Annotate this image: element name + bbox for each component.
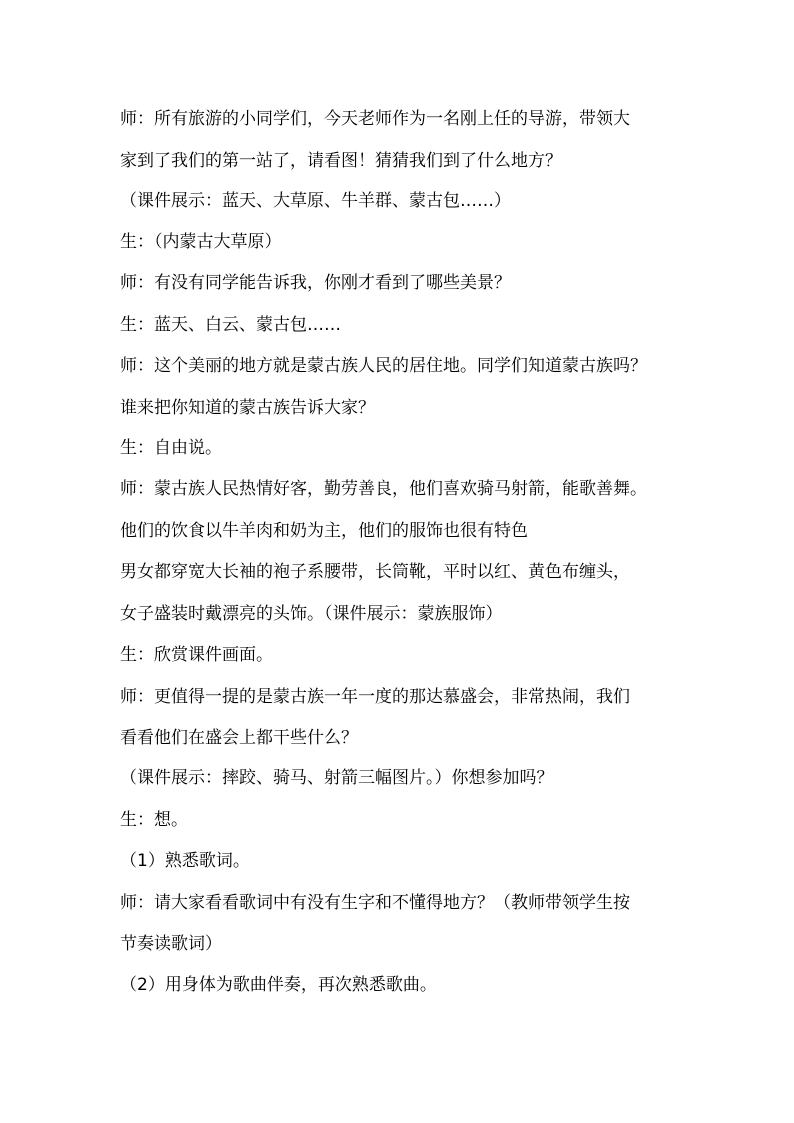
text-line: 师：请大家看看歌词中有没有生字和不懂得地方？（教师带领学生按 (120, 893, 630, 913)
text-line: 家到了我们的第一站了，请看图！猜猜我们到了什么地方？ (120, 151, 562, 171)
text-line: 师：所有旅游的小同学们，今天老师作为一名刚上任的导游，带领大 (120, 109, 630, 129)
text-line: 师：这个美丽的地方就是蒙古族人民的居住地。同学们知道蒙古族吗？ (120, 356, 647, 376)
text-line: 看看他们在盛会上都干些什么？ (120, 728, 358, 748)
text-line: 生：欣赏课件画面。 (120, 645, 273, 665)
text-line: 生：（内蒙古大草原） (120, 232, 282, 252)
text-line: （课件展示：蓝天、大草原、牛羊群、蒙古包……） (120, 191, 511, 211)
text-line: 他们的饮食以牛羊肉和奶为主，他们的服饰也很有特色 (120, 521, 528, 541)
text-line: 生：想。 (120, 810, 188, 830)
text-line: 节奏读歌词） (120, 934, 222, 954)
text-line: 女子盛装时戴漂亮的头饰。（课件展示：蒙族服饰） (120, 604, 503, 624)
document-page (120, 0, 690, 1123)
text-line: 生：蓝天、白云、蒙古包…… (120, 315, 341, 335)
text-line: 师：蒙古族人民热情好客，勤劳善良，他们喜欢骑马射箭，能歌善舞。 (120, 479, 647, 499)
text-line: 师：有没有同学能告诉我，你刚才看到了哪些美景？ (120, 273, 511, 293)
text-line: 男女都穿宽大长袖的袍子系腰带，长筒靴，平时以红、黄色布缠头， (120, 562, 630, 582)
text-line: （课件展示：摔跤、骑马、射箭三幅图片。）你想参加吗？ (120, 768, 554, 788)
text-line: 生：自由说。 (120, 438, 222, 458)
text-line: （2）用身体为歌曲伴奏，再次熟悉歌曲。 (120, 975, 437, 995)
text-line: 谁来把你知道的蒙古族告诉大家？ (120, 398, 375, 418)
text-line: （1）熟悉歌词。 (120, 851, 250, 871)
text-line: 师：更值得一提的是蒙古族一年一度的那达慕盛会，非常热闹，我们 (120, 687, 630, 707)
